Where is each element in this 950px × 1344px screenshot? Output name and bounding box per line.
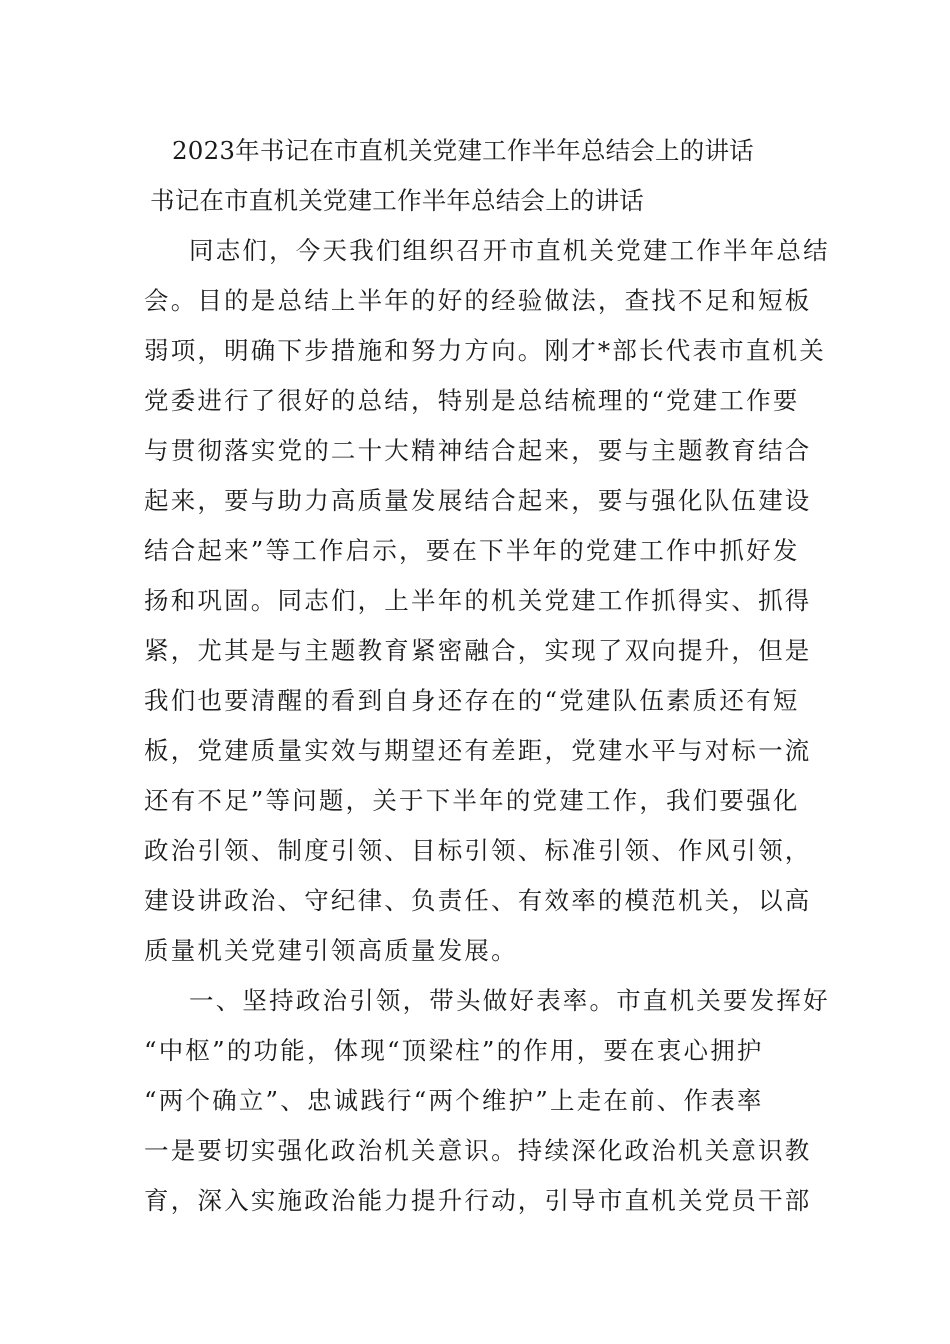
paragraph-line: 建设讲政治、守纪律、负责任、有效率的模范机关，以高 bbox=[144, 886, 812, 915]
paragraph-line: 一、坚持政治引领，带头做好表率。市直机关要发挥好 bbox=[189, 986, 830, 1015]
paragraph-line: 板，党建质量实效与期望还有差距，党建水平与对标一流 bbox=[144, 736, 812, 765]
paragraph-line: 与贯彻落实党的二十大精神结合起来，要与主题教育结合 bbox=[144, 436, 812, 465]
paragraph-line: 党委进行了很好的总结，特别是总结梳理的“党建工作要 bbox=[144, 386, 800, 415]
document-subtitle: 书记在市直机关党建工作半年总结会上的讲话 bbox=[150, 186, 644, 215]
paragraph-line: 弱项，明确下步措施和努力方向。刚才*部长代表市直机关 bbox=[144, 336, 826, 365]
paragraph-line: 紧，尤其是与主题教育紧密融合，实现了双向提升，但是 bbox=[144, 636, 812, 665]
paragraph-line: 质量机关党建引领高质量发展。 bbox=[144, 936, 518, 965]
paragraph-line: “两个确立”、忠诚践行“两个维护”上走在前、作表率 bbox=[144, 1086, 764, 1115]
paragraph-line: 育，深入实施政治能力提升行动，引导市直机关党员干部 bbox=[144, 1186, 812, 1215]
paragraph-line: 我们也要清醒的看到自身还存在的“党建队伍素质还有短 bbox=[144, 686, 800, 715]
paragraph-line: 政治引领、制度引领、目标引领、标准引领、作风引领， bbox=[144, 836, 812, 865]
paragraph-line: 扬和巩固。同志们，上半年的机关党建工作抓得实、抓得 bbox=[144, 586, 812, 615]
paragraph-line: 还有不足”等问题，关于下半年的党建工作，我们要强化 bbox=[144, 786, 800, 815]
paragraph-line: “中枢”的功能，体现“顶梁柱”的作用，要在衷心拥护 bbox=[144, 1036, 764, 1065]
paragraph-line: 结合起来”等工作启示，要在下半年的党建工作中抓好发 bbox=[144, 536, 800, 565]
paragraph-line: 同志们，今天我们组织召开市直机关党建工作半年总结 bbox=[189, 236, 830, 265]
paragraph-line: 起来，要与助力高质量发展结合起来，要与强化队伍建设 bbox=[144, 486, 812, 515]
paragraph-line: 一是要切实强化政治机关意识。持续深化政治机关意识教 bbox=[144, 1136, 812, 1165]
paragraph-line: 会。目的是总结上半年的好的经验做法，查找不足和短板 bbox=[144, 286, 812, 315]
document-title: 2023年书记在市直机关党建工作半年总结会上的讲话 bbox=[172, 136, 754, 165]
